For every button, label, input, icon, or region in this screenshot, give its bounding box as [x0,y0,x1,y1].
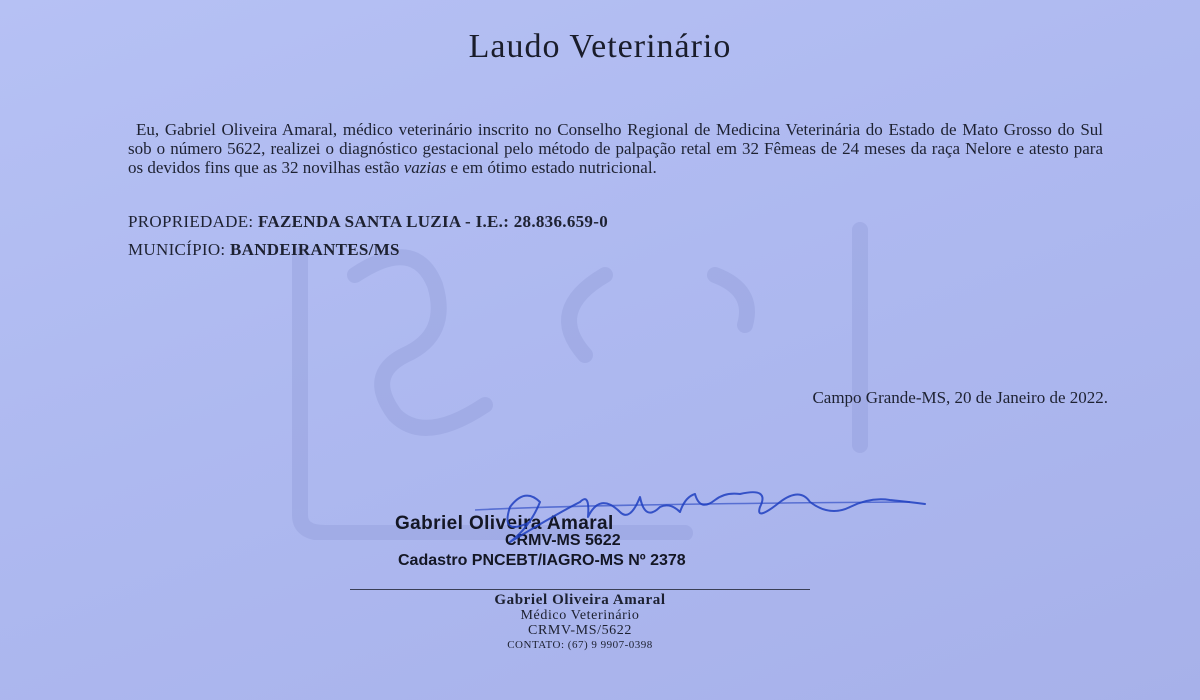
footer-signature-block [350,592,810,652]
stamp-cadastro: Cadastro PNCEBT/IAGRO-MS Nº 2378 [398,552,686,569]
municipality-line [128,240,400,260]
property-value: FAZENDA SANTA LUZIA - I.E.: 28.836.659-0 [258,212,608,231]
footer-role: Médico Veterinário [520,608,640,623]
certificate-paragraph [128,120,1103,177]
paragraph-text-part1: Eu, Gabriel Oliveira Amaral, médico veterinário inscrito no Conselho Regional de Medicina Veterinária do Estado de Mato Grosso do Sul sob o número 5622, realizei o diagnóstico gestacional pelo método de palpação retal em 32 Fêmeas de 24 meses da raça Nelore e atesto para os devidos fins que as 32 novilhas estão [128,120,1103,177]
property-label: PROPRIEDADE: [128,212,258,231]
footer-crmv: CRMV-MS/5622 [528,623,632,638]
municipality-label: MUNICÍPIO: [128,240,230,259]
signature-line [350,589,810,590]
paragraph-text-part2: e em ótimo estado nutricional. [446,158,657,177]
property-line [128,212,608,232]
place-and-date: Campo Grande-MS, 20 de Janeiro de 2022. [812,388,1108,407]
document-title: Laudo Veterinário [468,28,732,65]
footer-contact: CONTATO: (67) 9 9907-0398 [507,639,653,651]
paragraph-emphasis: vazias [403,158,447,177]
municipality-value: BANDEIRANTES/MS [230,240,400,259]
stamp-name: Gabriel Oliveira Amaral [395,513,614,534]
footer-name: Gabriel Oliveira Amaral [494,592,666,608]
handwritten-signature-icon [470,482,930,552]
stamp-crmv: CRMV-MS 5622 [505,532,621,549]
